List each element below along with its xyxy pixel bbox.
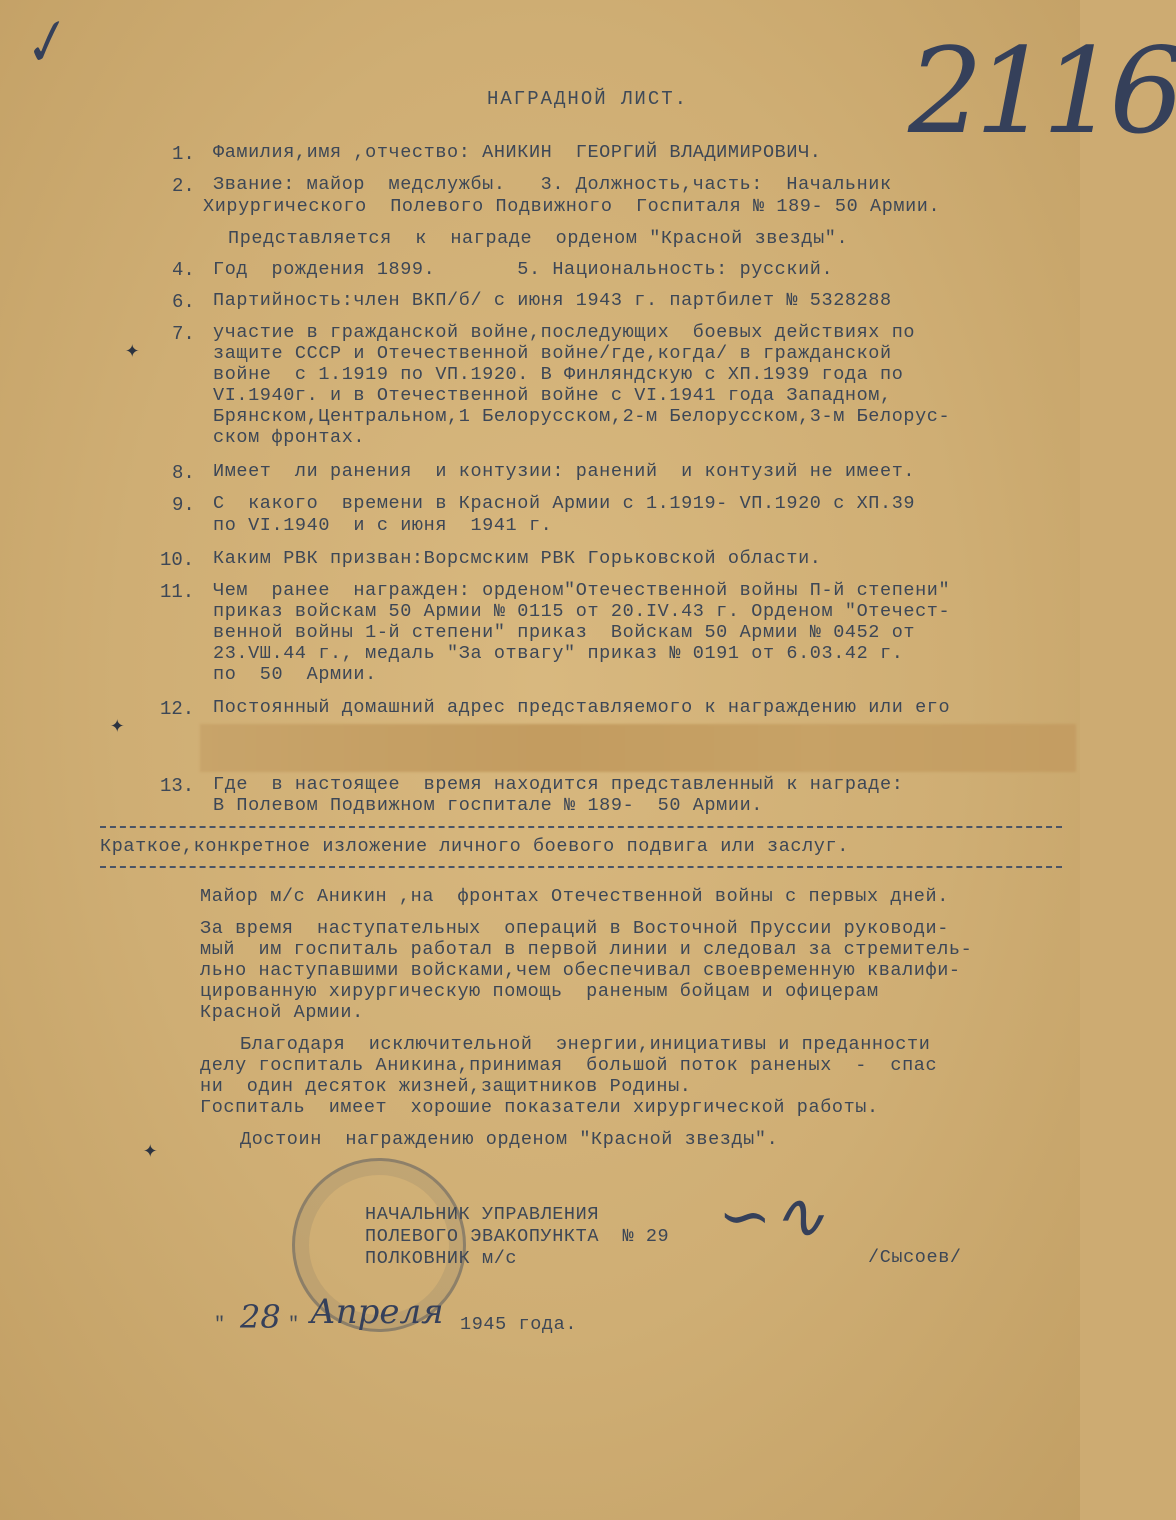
date-year: 1945 года. (460, 1314, 578, 1335)
body-paragraph: Госпиталь имеет хорошие показатели хирургической работы. (200, 1097, 879, 1118)
item-previous-awards: приказ войскам 50 Армии № 0115 от 20.IV.43 г. Орденом "Отечест- (213, 601, 951, 622)
item-rank: Звание: майор медслужбы. 3. Должность,часть: Начальник (213, 174, 892, 195)
item-award-proposed: Представляется к награде орденом "Красной звезды". (228, 228, 849, 249)
handwritten-number: 2116 (908, 22, 1176, 160)
body-paragraph: Красной Армии. (200, 1002, 364, 1023)
body-paragraph: цированную хирургическую помощь раненым бойцам и офицерам (200, 981, 879, 1002)
item-name: Фамилия,имя ,отчество: АНИКИН ГЕОРГИЙ ВЛАДИМИРОВИЧ. (213, 142, 822, 163)
item-position: Хирургического Полевого Подвижного Госпиталя № 189- 50 Армии. (203, 196, 941, 217)
item-number: 11. (160, 581, 195, 603)
body-paragraph: льно наступавшими войсками,чем обеспечивал своевременную квалифи- (200, 960, 961, 981)
item-number: 8. (172, 462, 195, 484)
body-paragraph: Достоин награждению орденом "Красной звезды". (240, 1129, 779, 1150)
item-war-participation: VI.1940г. и в Отечественной войне с VI.1941 года Западном, (213, 385, 892, 406)
signer-name: /Сысоев/ (868, 1247, 962, 1268)
margin-mark: ✦ (143, 1138, 158, 1165)
margin-mark: ✦ (125, 338, 140, 365)
item-number: 1. (172, 143, 195, 165)
summary-heading: Краткое,конкретное изложение личного боевого подвига или заслуг. (100, 836, 849, 857)
body-paragraph: Майор м/с Аникин ,на фронтах Отечественной войны с первых дней. (200, 886, 949, 907)
item-war-participation: участие в гражданской войне,последующих боевых действиях по (213, 322, 916, 343)
item-previous-awards: венной войны 1-й степени" приказ Войскам 50 Армии № 0452 от (213, 622, 916, 643)
item-number: 4. (172, 259, 195, 281)
item-current-location: В Полевом Подвижном госпитале № 189- 50 Армии. (213, 795, 763, 816)
item-war-participation: ском фронтах. (213, 427, 366, 448)
margin-mark: ✦ (110, 713, 125, 740)
body-paragraph: мый им госпиталь работал в первой линии и следовал за стремитель- (200, 939, 973, 960)
signature-title: НАЧАЛЬНИК УПРАВЛЕНИЯ (365, 1204, 600, 1225)
item-previous-awards: по 50 Армии. (213, 664, 377, 685)
date-quote: " (288, 1314, 300, 1335)
body-paragraph: За время наступательных операций в Восточной Пруссии руководи- (200, 918, 949, 939)
item-draft-office: Каким РВК призван:Ворсмским РВК Горьковской области. (213, 548, 822, 569)
body-paragraph: Благодаря исключительной энергии,инициативы и преданности (240, 1034, 931, 1055)
separator-line (100, 866, 1062, 868)
item-wounds: Имеет ли ранения и контузии: ранений и контузий не имеет. (213, 461, 916, 482)
body-paragraph: делу госпиталь Аникина,принимая большой поток раненых - спас (200, 1055, 938, 1076)
item-number: 9. (172, 494, 195, 516)
item-war-participation: войне с 1.1919 по VП.1920. В Финляндскую с ХП.1939 года по (213, 364, 904, 385)
item-home-address: Постоянный домашний адрес представляемого к награждению или его (213, 697, 951, 718)
body-paragraph: ни один десяток жизней,защитников Родины. (200, 1076, 692, 1097)
item-previous-awards: Чем ранее награжден: орденом"Отечественной войны П-й степени" (213, 580, 951, 601)
item-number: 2. (172, 175, 195, 197)
date-quote: " (214, 1314, 226, 1335)
item-service-period: С какого времени в Красной Армии с 1.1919- VП.1920 с ХП.39 (213, 493, 916, 514)
signature-title: ПОЛЕВОГО ЭВАКОПУНКТА № 29 (365, 1226, 670, 1247)
item-previous-awards: 23.VШ.44 г., медаль "За отвагу" приказ № 0191 от 6.03.42 г. (213, 643, 904, 664)
item-war-participation: Брянском,Центральном,1 Белорусском,2-м Белорусском,3-м Белорус- (213, 406, 951, 427)
item-party: Партийность:член ВКП/б/ с июня 1943 г. партбилет № 5328288 (213, 290, 892, 311)
corner-check-mark: ✓ (10, 5, 77, 84)
date-day: 28 (240, 1298, 281, 1336)
item-number: 7. (172, 323, 195, 345)
item-war-participation: защите СССР и Отечественной войне/где,когда/ в гражданской (213, 343, 892, 364)
separator-line (100, 826, 1062, 828)
date-month: Апреля (310, 1292, 444, 1332)
item-birth-nationality: Год рождения 1899. 5. Национальность: русский. (213, 259, 834, 280)
item-current-location: Где в настоящее время находится представленный к награде: (213, 774, 904, 795)
item-number: 12. (160, 698, 195, 720)
document-title: НАГРАДНОЙ ЛИСТ. (487, 88, 689, 110)
signature-title: ПОЛКОВНИК м/с (365, 1248, 518, 1269)
redacted-address (200, 724, 1076, 772)
handwritten-signature: ∽∿ (718, 1180, 826, 1254)
item-service-period: по VI.1940 и с июня 1941 г. (213, 515, 553, 536)
item-number: 13. (160, 775, 195, 797)
item-number: 10. (160, 549, 195, 571)
item-number: 6. (172, 291, 195, 313)
